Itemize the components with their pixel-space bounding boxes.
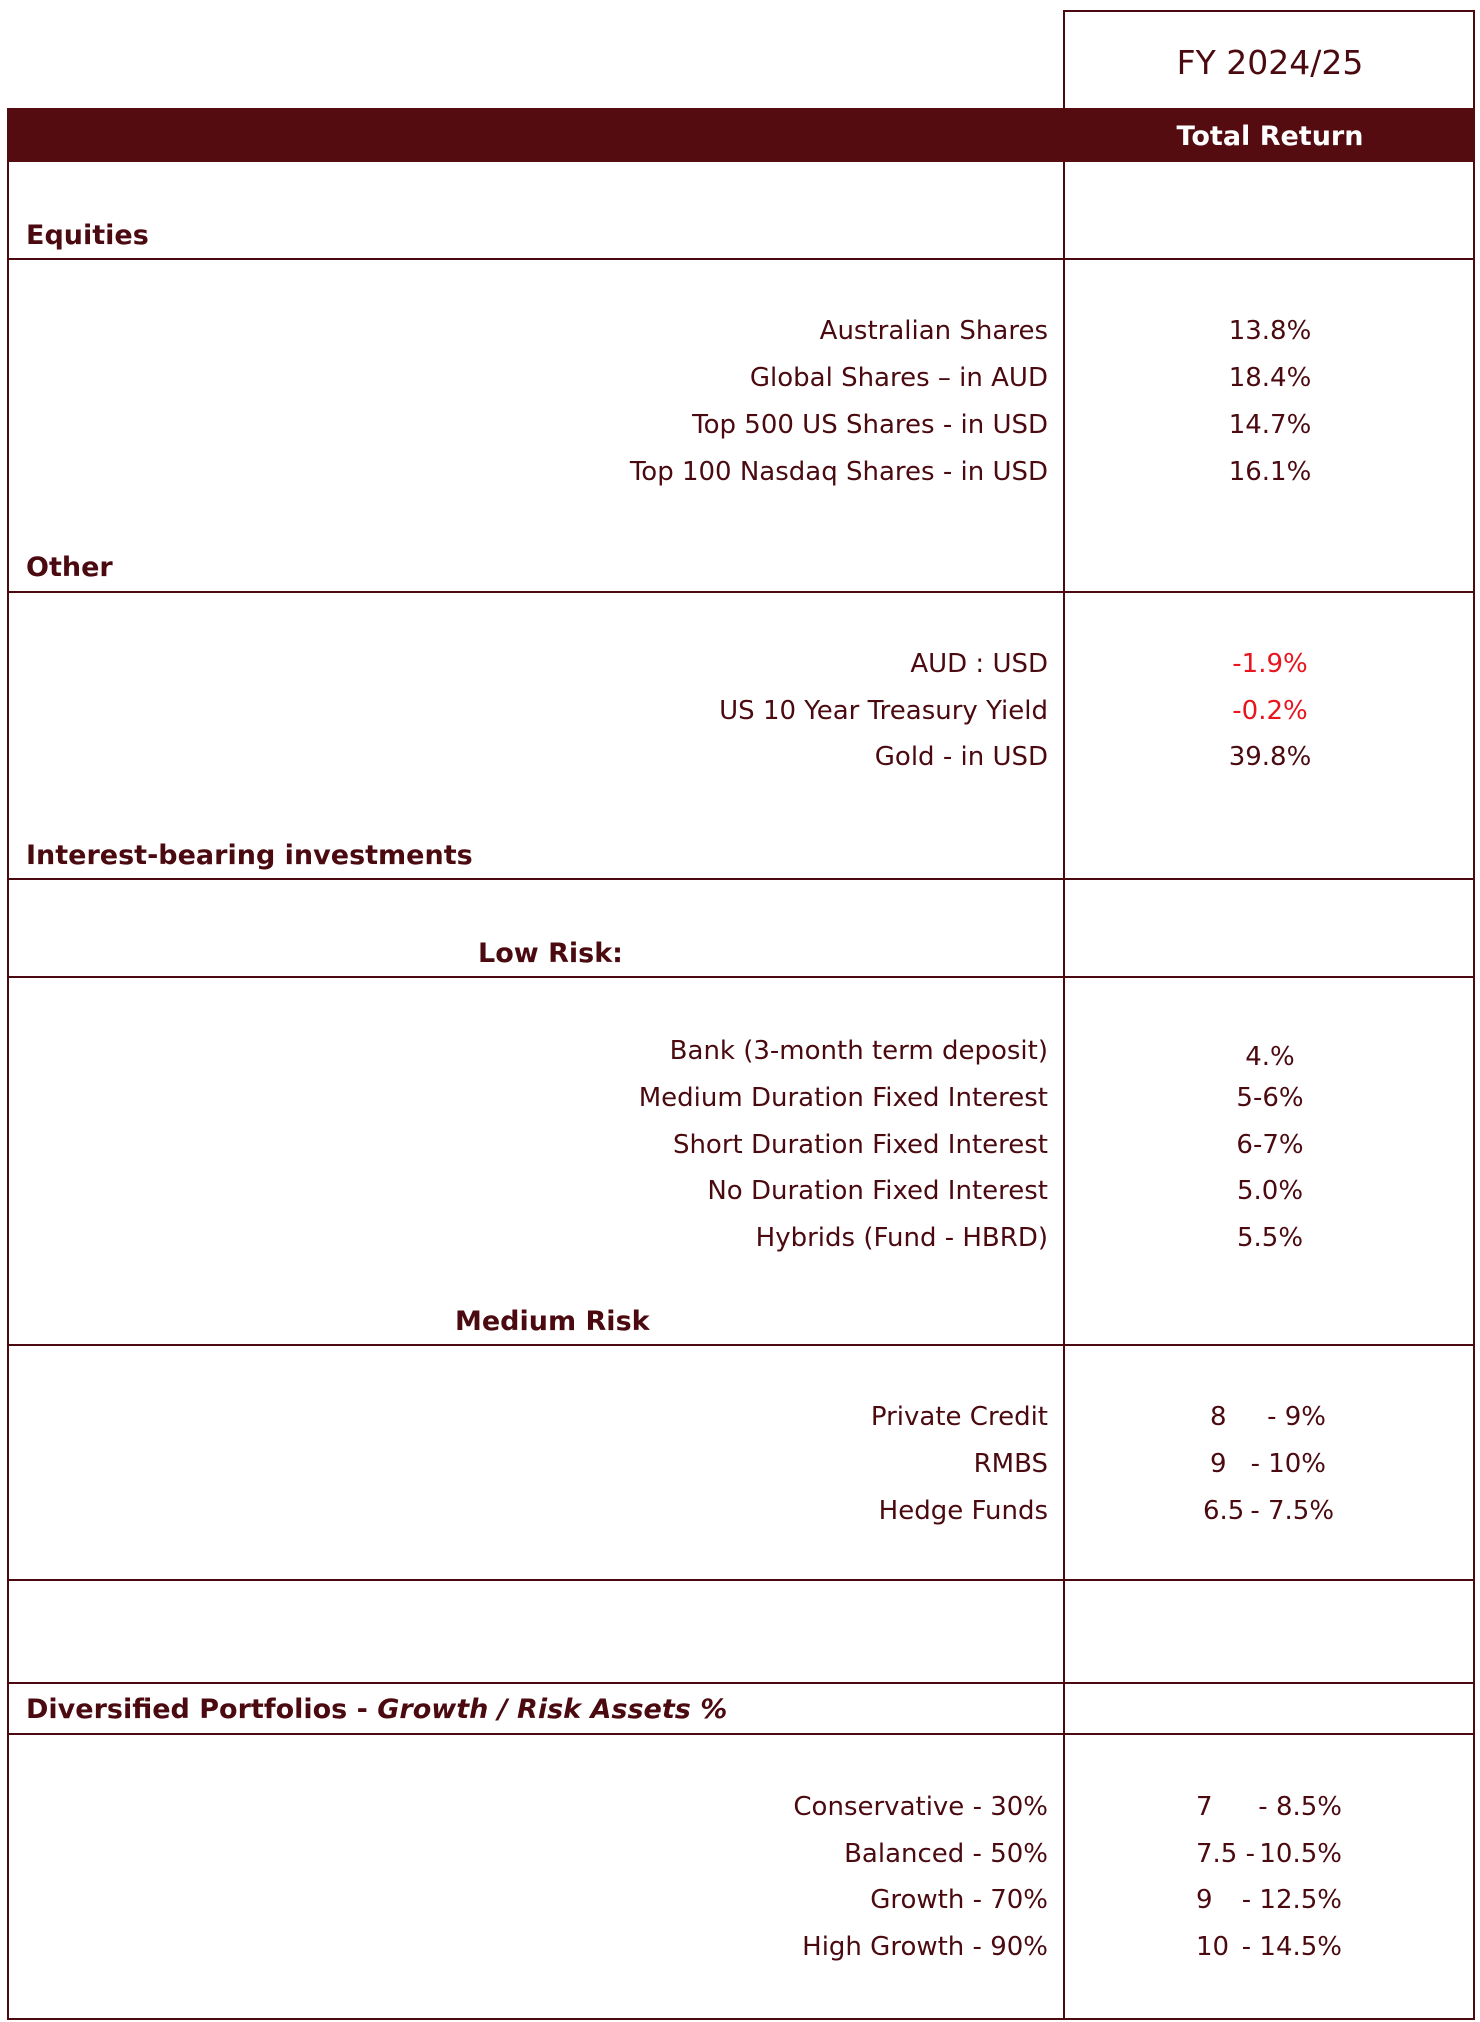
range-high: - 9% bbox=[1267, 1402, 1326, 1432]
row-label: High Growth - 90% bbox=[802, 1932, 1048, 1962]
subsection-title-low-risk: Low Risk: bbox=[478, 938, 623, 969]
row-label: Bank (3-month term deposit) bbox=[669, 1036, 1048, 1066]
range-high: - 8.5% bbox=[1258, 1792, 1342, 1822]
row-label: Growth - 70% bbox=[870, 1885, 1048, 1915]
subsection-title-medium-risk: Medium Risk bbox=[455, 1306, 650, 1337]
divider bbox=[7, 258, 1475, 260]
divider bbox=[7, 1682, 1475, 1684]
row-value: 5.5% bbox=[1236, 1223, 1304, 1253]
section-title-interest-bearing: Interest-bearing investments bbox=[26, 840, 473, 871]
row-label: US 10 Year Treasury Yield bbox=[719, 696, 1048, 726]
range-low: 8 bbox=[1210, 1402, 1227, 1432]
row-value: 6-7% bbox=[1236, 1130, 1304, 1160]
header-top-border bbox=[1063, 10, 1475, 12]
row-value: 16.1% bbox=[1228, 457, 1312, 487]
row-value: 5.0% bbox=[1236, 1176, 1304, 1206]
section-title-main: Diversified Portfolios - bbox=[26, 1694, 378, 1725]
row-label: No Duration Fixed Interest bbox=[707, 1176, 1048, 1206]
total-return-column-header: Total Return bbox=[1176, 121, 1364, 152]
row-label: Australian Shares bbox=[819, 316, 1048, 346]
row-value: 4.% bbox=[1245, 1042, 1295, 1072]
section-title-diversified bbox=[26, 1696, 727, 1723]
row-value: 18.4% bbox=[1228, 363, 1312, 393]
range-high: 10.5% bbox=[1259, 1839, 1342, 1869]
divider bbox=[7, 1733, 1475, 1735]
row-label: Medium Duration Fixed Interest bbox=[638, 1083, 1048, 1113]
divider bbox=[7, 591, 1475, 593]
value-column-divider bbox=[1063, 10, 1065, 2020]
range-high: - 14.5% bbox=[1241, 1932, 1342, 1962]
table-right-border bbox=[1473, 10, 1475, 2020]
range-low: 10 bbox=[1196, 1932, 1230, 1962]
range-value bbox=[1196, 1934, 1342, 1960]
range-low: 6.5 bbox=[1202, 1496, 1245, 1526]
divider bbox=[7, 1344, 1475, 1346]
row-value: 5-6% bbox=[1236, 1083, 1304, 1113]
range-value bbox=[1210, 1404, 1326, 1430]
row-label: Gold - in USD bbox=[874, 742, 1048, 772]
row-value-negative: -0.2% bbox=[1232, 696, 1308, 726]
table-bottom-border bbox=[7, 2018, 1475, 2020]
row-label: Private Credit bbox=[870, 1402, 1048, 1432]
range-value bbox=[1202, 1496, 1335, 1526]
section-title-italic: Growth / Risk Assets % bbox=[377, 1694, 728, 1725]
row-value: 39.8% bbox=[1228, 742, 1312, 772]
range-low: 7.5 - bbox=[1196, 1839, 1255, 1869]
row-label: Hedge Funds bbox=[878, 1496, 1048, 1526]
row-value: 14.7% bbox=[1228, 410, 1312, 440]
range-high: - 10% bbox=[1250, 1449, 1326, 1479]
row-label: Balanced - 50% bbox=[844, 1839, 1048, 1869]
range-low: 9 bbox=[1210, 1449, 1227, 1479]
range-low: 9 bbox=[1196, 1885, 1213, 1915]
row-label: Conservative - 30% bbox=[793, 1792, 1048, 1822]
row-label: Top 500 US Shares - in USD bbox=[692, 410, 1048, 440]
section-title-equities: Equities bbox=[26, 220, 149, 251]
range-value bbox=[1196, 1794, 1342, 1820]
fiscal-year-heading: FY 2024/25 bbox=[1176, 43, 1364, 82]
row-value: 13.8% bbox=[1228, 316, 1312, 346]
section-title-other: Other bbox=[26, 552, 113, 583]
row-label: AUD : USD bbox=[910, 649, 1048, 679]
row-value-negative: -1.9% bbox=[1232, 649, 1308, 679]
divider bbox=[7, 878, 1475, 880]
range-low: 7 bbox=[1196, 1792, 1213, 1822]
divider bbox=[7, 1579, 1475, 1581]
range-value bbox=[1210, 1451, 1326, 1477]
row-label: Short Duration Fixed Interest bbox=[672, 1130, 1048, 1160]
range-high: - 12.5% bbox=[1241, 1885, 1342, 1915]
row-label: Top 100 Nasdaq Shares - in USD bbox=[629, 457, 1048, 487]
range-high: - 7.5% bbox=[1250, 1496, 1335, 1526]
range-value bbox=[1196, 1841, 1342, 1867]
row-label: Global Shares – in AUD bbox=[749, 363, 1048, 393]
range-value bbox=[1196, 1887, 1342, 1913]
row-label: Hybrids (Fund - HBRD) bbox=[755, 1223, 1048, 1253]
divider bbox=[7, 976, 1475, 978]
row-label: RMBS bbox=[973, 1449, 1048, 1479]
